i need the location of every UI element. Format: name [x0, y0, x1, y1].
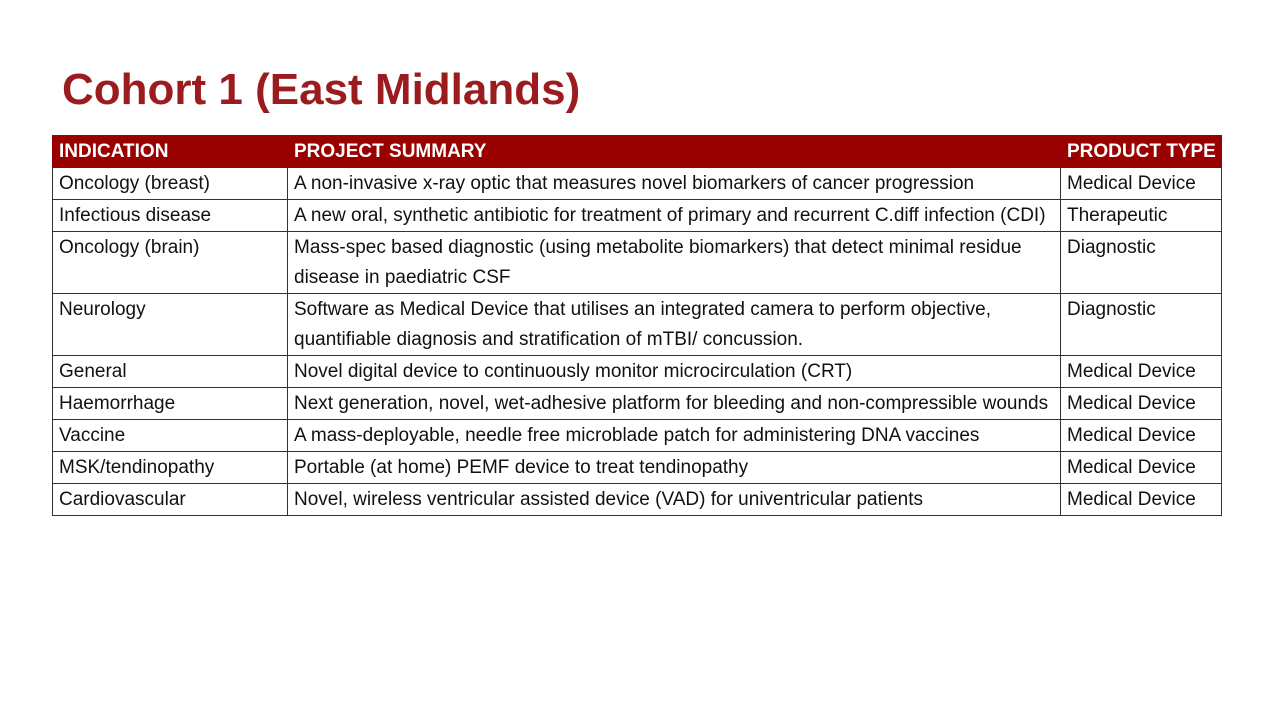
- cell-indication: General: [53, 356, 288, 388]
- cell-project-summary: Portable (at home) PEMF device to treat tendinopathy: [288, 452, 1061, 484]
- table-row: [53, 388, 1222, 420]
- table-row: [53, 356, 1222, 388]
- slide-title: Cohort 1 (East Midlands): [62, 65, 581, 114]
- cell-product-type: Medical Device: [1061, 484, 1222, 516]
- header-project-summary: PROJECT SUMMARY: [288, 136, 1061, 168]
- cell-project-summary: Novel, wireless ventricular assisted device (VAD) for univentricular patients: [288, 484, 1061, 516]
- table-header-row: [53, 136, 1222, 168]
- cell-product-type: Medical Device: [1061, 356, 1222, 388]
- cell-product-type: Medical Device: [1061, 452, 1222, 484]
- cell-project-summary: A new oral, synthetic antibiotic for treatment of primary and recurrent C.diff infection (CDI): [288, 200, 1061, 232]
- table-row: [53, 232, 1222, 294]
- cell-indication: Oncology (breast): [53, 168, 288, 200]
- cell-indication: Neurology: [53, 294, 288, 356]
- table-row: [53, 484, 1222, 516]
- table-row: [53, 294, 1222, 356]
- cell-product-type: Medical Device: [1061, 420, 1222, 452]
- table-row: [53, 168, 1222, 200]
- cell-product-type: Medical Device: [1061, 388, 1222, 420]
- cell-project-summary: Software as Medical Device that utilises an integrated camera to perform objective, quantifiable diagnosis and stratification of mTBI/ concussion.: [288, 294, 1061, 356]
- cell-product-type: Medical Device: [1061, 168, 1222, 200]
- table-row: [53, 420, 1222, 452]
- cell-project-summary: Next generation, novel, wet-adhesive platform for bleeding and non-compressible wounds: [288, 388, 1061, 420]
- table-row: [53, 200, 1222, 232]
- cohort-table: [52, 135, 1222, 516]
- header-indication: INDICATION: [53, 136, 288, 168]
- cell-indication: Infectious disease: [53, 200, 288, 232]
- table-row: [53, 452, 1222, 484]
- cell-project-summary: A mass-deployable, needle free microblade patch for administering DNA vaccines: [288, 420, 1061, 452]
- header-product-type: PRODUCT TYPE: [1061, 136, 1222, 168]
- cell-project-summary: Mass-spec based diagnostic (using metabolite biomarkers) that detect minimal residue disease in paediatric CSF: [288, 232, 1061, 294]
- cell-indication: Oncology (brain): [53, 232, 288, 294]
- cell-indication: Haemorrhage: [53, 388, 288, 420]
- cell-product-type: Diagnostic: [1061, 294, 1222, 356]
- cell-indication: MSK/tendinopathy: [53, 452, 288, 484]
- cell-product-type: Therapeutic: [1061, 200, 1222, 232]
- cell-indication: Vaccine: [53, 420, 288, 452]
- cell-project-summary: Novel digital device to continuously monitor microcirculation (CRT): [288, 356, 1061, 388]
- cell-product-type: Diagnostic: [1061, 232, 1222, 294]
- cell-indication: Cardiovascular: [53, 484, 288, 516]
- cell-project-summary: A non-invasive x-ray optic that measures novel biomarkers of cancer progression: [288, 168, 1061, 200]
